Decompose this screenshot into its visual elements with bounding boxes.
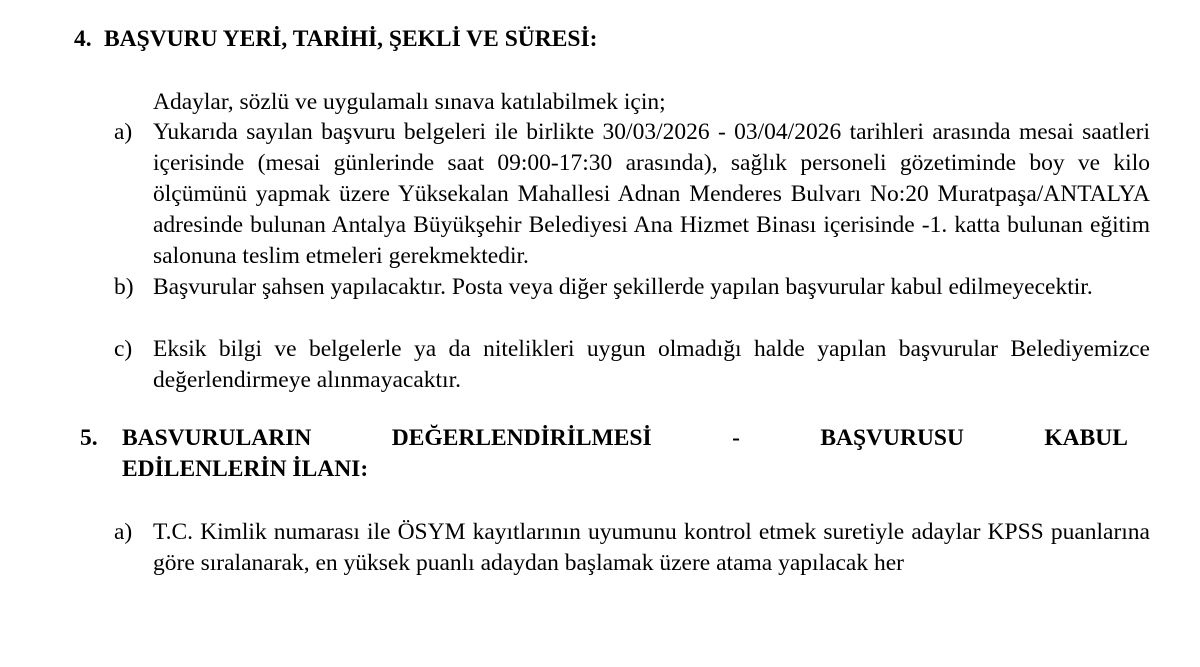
section-5-title-word: - [732, 425, 740, 451]
list-marker: c) [114, 336, 133, 362]
list-marker: b) [114, 274, 134, 300]
list-item-4a [114, 117, 1150, 272]
section-5-title-word: KABUL [1044, 425, 1128, 451]
list-item-text: Eksik bilgi ve belgelerle ya da nitelikleri uygun olmadığı halde yapılan başvurular Belediyemizce değerlendirmeye alınmayacaktır. [153, 336, 1150, 393]
section-5-heading [80, 423, 1128, 489]
section-4-number: 4. [74, 26, 92, 52]
list-marker: a) [114, 519, 133, 545]
list-marker: a) [114, 119, 133, 145]
section-5-number: 5. [80, 425, 98, 451]
section-5-title-line-1 [122, 423, 1128, 454]
section-5-title-word: DEĞERLENDİRİLMESİ [391, 425, 652, 451]
list-item-text: Yukarıda sayılan başvuru belgeleri ile birlikte 30/03/2026 - 03/04/2026 tarihleri arasında mesai saatleri içerisinde (mesai günlerinde saat 09:00-17:30 arasında), sağlık personeli gözetiminde boy ve kilo ölçümünü yapmak üzere Yüksekalan Mahallesi Adnan Menderes Bulvarı No:20 Muratpaşa/ANTALYA adresinde bulunan Antalya Büyükşehir Belediyesi Ana Hizmet Binası içerisinde -1. katta bulunan eğitim salonuna teslim etmeleri gerekmektedir. [153, 119, 1150, 269]
section-4-intro: Adaylar, sözlü ve uygulamalı sınava katılabilmek için; [153, 89, 666, 115]
section-4-title: BAŞVURU YERİ, TARİHİ, ŞEKLİ VE SÜRESİ: [104, 26, 598, 52]
section-5-title-word: BASVURULARIN [122, 425, 312, 451]
section-5-title-word: BAŞVURUSU [820, 425, 964, 451]
list-item-4b [114, 272, 1150, 303]
section-5-title-line-2: EDİLENLERİN İLANI: [122, 456, 369, 482]
list-item-5a [114, 517, 1150, 579]
list-item-text: T.C. Kimlik numarası ile ÖSYM kayıtlarının uyumunu kontrol etmek suretiyle adaylar KPSS puanlarına göre sıralanarak, en yüksek puanlı adaydan başlamak üzere atama yapılacak her [153, 519, 1150, 576]
list-item-text: Başvurular şahsen yapılacaktır. Posta veya diğer şekillerde yapılan başvurular kabul edilmeyecektir. [153, 274, 1093, 300]
list-item-4c [114, 334, 1150, 396]
